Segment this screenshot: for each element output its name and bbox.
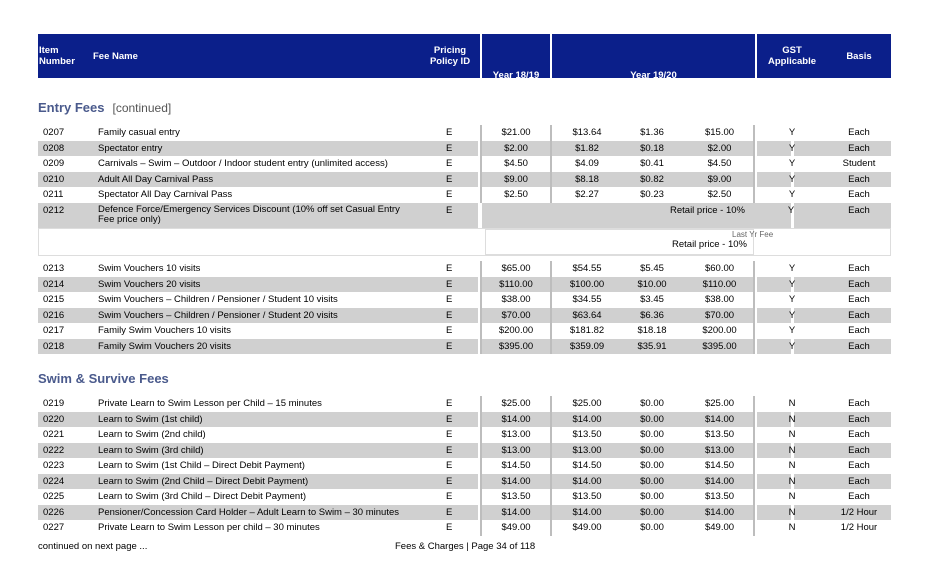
- cell-basis: Each: [848, 460, 870, 471]
- cell-item: 0215: [43, 294, 65, 305]
- cell-fee-name: Family casual entry: [98, 127, 180, 138]
- cell-fee-excl: $359.09: [569, 340, 605, 352]
- last-yr-label: Last Yr Fee: [732, 230, 774, 239]
- cell-gst: $0.00: [640, 491, 664, 502]
- cell-policy: E: [446, 158, 453, 169]
- cell-last-yr-fee: $49.00: [501, 522, 531, 533]
- cell-basis: Each: [848, 278, 870, 290]
- cell-gst-applicable: Y: [788, 189, 796, 200]
- cell-fee-excl: $14.00: [572, 506, 602, 518]
- cell-fee-name: Swim Vouchers – Children / Pensioner / Student 10 visits: [98, 294, 338, 305]
- cell-gst-applicable: N: [788, 491, 796, 502]
- cell-fee-excl: $63.64: [572, 309, 602, 321]
- cell-gst-applicable: Y: [788, 294, 796, 305]
- cell-gst-applicable: Y: [788, 142, 796, 154]
- cell-gst: $35.91: [637, 340, 667, 352]
- cell-policy: E: [446, 522, 453, 533]
- cell-retail: Retail price - 10%: [670, 205, 745, 216]
- cell-fee-excl: $4.09: [575, 158, 599, 169]
- cell-policy: E: [446, 429, 453, 440]
- cell-gst: $0.82: [640, 173, 664, 185]
- cell-basis: Each: [848, 475, 870, 487]
- cell-item: 0210: [43, 173, 65, 185]
- cell-gst-applicable: N: [788, 522, 796, 533]
- cell-fee-name: Carnivals – Swim – Outdoor / Indoor student entry (unlimited access): [98, 158, 388, 169]
- header-year1819: Year 18/19: [492, 70, 540, 81]
- table-row: [38, 308, 891, 323]
- cell-fee-excl: $14.00: [572, 475, 602, 487]
- column-separator: [480, 396, 482, 536]
- cell-basis: Each: [848, 205, 870, 216]
- cell-policy: E: [446, 460, 453, 471]
- cell-total-fee: $15.00: [704, 127, 735, 138]
- cell-basis: Each: [848, 429, 870, 440]
- cell-total-fee: $14.00: [704, 475, 735, 487]
- cell-fee-name: Learn to Swim (1st Child – Direct Debit Payment): [98, 460, 305, 471]
- cell-item: 0213: [43, 263, 65, 274]
- cell-item: 0214: [43, 278, 65, 290]
- cell-gst-applicable: Y: [788, 127, 796, 138]
- cell-fee-name: Swim Vouchers 20 visits: [98, 278, 201, 290]
- cell-fee-excl: $2.27: [575, 189, 599, 200]
- cell-total-fee: $14.50: [704, 460, 735, 471]
- cell-item: 0218: [43, 340, 65, 352]
- cell-gst-applicable: Y: [787, 205, 795, 216]
- cell-policy: E: [446, 127, 453, 138]
- cell-total-fee: $13.00: [704, 444, 735, 456]
- cell-gst: $0.00: [640, 429, 664, 440]
- cell-last-yr-fee: $13.00: [501, 444, 531, 456]
- header-gst-applicable: GST Applicable: [757, 34, 827, 78]
- cell-last-yr-fee: $200.00: [498, 325, 534, 336]
- table-row: [38, 520, 891, 535]
- column-separator: [480, 125, 482, 203]
- cell-last-yr-fee: $65.00: [501, 263, 531, 274]
- column-separator: [753, 396, 755, 536]
- cell-gst: $0.41: [640, 158, 664, 169]
- cell-basis: Each: [848, 294, 870, 305]
- cell-last-yr-fee: $21.00: [501, 127, 531, 138]
- cell-policy: E: [446, 278, 453, 290]
- cell-fee-name: Swim Vouchers – Children / Pensioner / Student 20 visits: [98, 309, 338, 321]
- cell-policy: E: [446, 413, 453, 425]
- cell-item: 0226: [43, 506, 65, 518]
- cell-item: 0222: [43, 444, 65, 456]
- cell-last-yr-fee: $2.00: [504, 142, 528, 154]
- cell-total-fee: $2.50: [707, 189, 732, 200]
- cell-item: 0209: [43, 158, 65, 169]
- cell-gst: $0.18: [640, 142, 664, 154]
- cell-fee-excl: $13.00: [572, 444, 602, 456]
- header-basis: Basis: [827, 34, 891, 78]
- cell-gst: $0.00: [640, 506, 664, 518]
- cell-total-fee: $38.00: [704, 294, 735, 305]
- column-separator: [550, 125, 552, 203]
- cell-last-yr-fee: $25.00: [501, 398, 531, 409]
- cell-last-yr-fee: $14.50: [501, 460, 531, 471]
- cell-last-yr-fee: $13.50: [501, 491, 531, 502]
- cell-last-yr-fee: $4.50: [504, 158, 528, 169]
- cell-gst: $0.00: [640, 444, 664, 456]
- cell-policy: E: [446, 263, 453, 274]
- cell-basis: Each: [848, 444, 870, 456]
- cell-policy: E: [446, 491, 453, 502]
- table-row: [38, 489, 891, 504]
- table-row: [38, 277, 891, 292]
- cell-gst: $0.00: [640, 413, 664, 425]
- header-fee-excl: Fee (excl. GST): [562, 84, 612, 109]
- cell-last-yr-fee: $70.00: [501, 309, 531, 321]
- table-row: [38, 261, 891, 276]
- cell-fee-excl: $25.00: [572, 398, 602, 409]
- cell-item: 0225: [43, 491, 65, 502]
- cell-gst-applicable: Y: [788, 325, 796, 336]
- cell-policy: E: [446, 444, 453, 456]
- cell-policy: E: [446, 189, 453, 200]
- cell-item: 0223: [43, 460, 65, 471]
- cell-gst: $0.00: [640, 460, 664, 471]
- cell-total-fee: $2.00: [707, 142, 732, 154]
- section-continued: [continued]: [112, 101, 172, 115]
- cell-gst: $0.00: [640, 398, 664, 409]
- cell-basis: Each: [848, 142, 870, 154]
- cell-gst-applicable: Y: [788, 158, 796, 169]
- cell-gst: $0.00: [640, 522, 664, 533]
- section-title-entry-fees: Entry Fees [continued]: [38, 100, 172, 115]
- column-separator: [480, 261, 482, 354]
- cell-total-fee: $13.50: [704, 491, 735, 502]
- cell-fee-excl: $14.50: [572, 460, 602, 471]
- cell-fee-name: Pensioner/Concession Card Holder – Adult Learn to Swim – 30 minutes: [98, 506, 399, 518]
- cell-policy: E: [446, 475, 453, 487]
- cell-last-yr-fee: $13.00: [501, 429, 531, 440]
- cell-fee-name: Learn to Swim (3rd child): [98, 444, 204, 456]
- cell-item: 0227: [43, 522, 65, 533]
- header-total-fee: Total Fee (incl. GST): [694, 84, 743, 109]
- cell-fee-name: Learn to Swim (2nd Child – Direct Debit Payment): [98, 475, 309, 487]
- cell-fee-name: Learn to Swim (3rd Child – Direct Debit Payment): [98, 491, 307, 502]
- cell-gst: $10.00: [637, 278, 667, 290]
- table-row: [38, 505, 891, 520]
- cell-gst-applicable: Y: [788, 309, 796, 321]
- cell-policy: E: [446, 398, 453, 409]
- row-0212-note-box: [38, 228, 891, 256]
- header-pricing-policy: Pricing Policy ID: [420, 34, 480, 78]
- cell-fee-excl: $13.50: [572, 429, 602, 440]
- cell-total-fee: $14.00: [704, 506, 735, 518]
- cell-gst-applicable: N: [788, 398, 796, 409]
- cell-item: 0212: [43, 205, 65, 216]
- cell-item: 0211: [43, 189, 64, 200]
- table-row: [38, 203, 891, 228]
- cell-total-fee: $13.50: [704, 429, 735, 440]
- column-separator: [550, 396, 552, 536]
- cell-basis: Student: [842, 158, 876, 169]
- header-item-number: Item Number: [38, 34, 90, 78]
- cell-basis: Each: [848, 127, 870, 138]
- cell-last-yr-fee: $38.00: [501, 294, 531, 305]
- cell-policy: E: [446, 506, 453, 518]
- cell-gst: $1.36: [640, 127, 664, 138]
- cell-fee-name: Spectator All Day Carnival Pass: [98, 189, 233, 200]
- column-separator: [753, 261, 755, 354]
- cell-last-yr-fee: $14.00: [501, 413, 531, 425]
- table-row: [38, 396, 891, 411]
- footer-continued: continued on next page ...: [38, 541, 148, 552]
- cell-fee-name: Learn to Swim (1st child): [98, 413, 203, 425]
- cell-fee-excl: $181.82: [569, 325, 605, 336]
- cell-basis: Each: [848, 189, 870, 200]
- cell-fee-excl: $1.82: [575, 142, 599, 154]
- cell-fee-name: Private Learn to Swim Lesson per child – 30 minutes: [98, 522, 320, 533]
- cell-total-fee: $49.00: [704, 522, 735, 533]
- cell-fee-name: Private Learn to Swim Lesson per Child – 15 minutes: [98, 398, 322, 409]
- cell-fee-name: Defence Force/Emergency Services Discount (10% off set Casual Entry Fee price only): [98, 204, 400, 225]
- cell-basis: 1/2 Hour: [840, 522, 878, 533]
- table-row: [38, 187, 891, 202]
- header-year1920: Year 19/20: [630, 70, 677, 81]
- cell-basis: Each: [848, 491, 870, 502]
- cell-gst-applicable: N: [788, 475, 796, 487]
- last-yr-value: Retail price - 10%: [672, 239, 747, 250]
- cell-item: 0216: [43, 309, 65, 321]
- cell-fee-excl: $34.55: [572, 294, 602, 305]
- table-row: [38, 156, 891, 171]
- cell-basis: Each: [848, 325, 870, 336]
- cell-total-fee: $395.00: [702, 340, 737, 352]
- cell-fee-excl: $14.00: [572, 413, 602, 425]
- cell-policy: E: [446, 309, 453, 321]
- cell-item: 0219: [43, 398, 65, 409]
- cell-gst: $18.18: [637, 325, 667, 336]
- cell-policy: E: [446, 340, 453, 352]
- table-row: [38, 125, 891, 140]
- cell-basis: Each: [848, 398, 870, 409]
- cell-last-yr-fee: $14.00: [501, 475, 531, 487]
- cell-last-yr-fee: $9.00: [504, 173, 528, 185]
- cell-fee-name: Adult All Day Carnival Pass: [98, 173, 214, 185]
- cell-item: 0207: [43, 127, 65, 138]
- cell-fee-name: Swim Vouchers 10 visits: [98, 263, 201, 274]
- cell-gst-applicable: Y: [788, 278, 796, 290]
- cell-basis: Each: [848, 340, 870, 352]
- cell-gst-applicable: Y: [788, 173, 796, 185]
- cell-basis: Each: [848, 413, 870, 425]
- cell-fee-excl: $54.55: [572, 263, 602, 274]
- cell-gst: $0.23: [640, 189, 664, 200]
- cell-fee-excl: $13.50: [572, 491, 602, 502]
- table-row: [38, 339, 891, 354]
- cell-last-yr-fee: $110.00: [499, 278, 533, 290]
- cell-fee-excl: $8.18: [575, 173, 599, 185]
- cell-fee-name: Family Swim Vouchers 10 visits: [98, 325, 232, 336]
- cell-item: 0217: [43, 325, 65, 336]
- cell-basis: 1/2 Hour: [840, 506, 878, 518]
- table-row: [38, 458, 891, 473]
- footer-page-number: Fees & Charges | Page 34 of 118: [395, 541, 536, 552]
- header-fee-name: Fee Name: [89, 34, 420, 78]
- header-last-yr-fee: Last Yr Fee (incl. GST): [490, 86, 542, 111]
- cell-fee-excl: $100.00: [569, 278, 605, 290]
- cell-fee-name: Learn to Swim (2nd child): [98, 429, 206, 440]
- cell-gst: $5.45: [640, 263, 664, 274]
- table-row: [38, 443, 891, 458]
- cell-fee-excl: $13.64: [572, 127, 602, 138]
- cell-total-fee: $25.00: [704, 398, 735, 409]
- cell-basis: Each: [848, 263, 870, 274]
- table-row: [38, 412, 891, 427]
- cell-item: 0220: [43, 413, 65, 425]
- cell-item: 0224: [43, 475, 65, 487]
- cell-fee-excl: $49.00: [572, 522, 602, 533]
- cell-policy: E: [446, 205, 453, 216]
- table-row: [38, 141, 891, 156]
- cell-total-fee: $14.00: [704, 413, 735, 425]
- cell-gst-applicable: N: [788, 444, 796, 456]
- cell-last-yr-fee: $2.50: [504, 189, 528, 200]
- cell-gst: $0.00: [640, 475, 664, 487]
- table-row: [38, 427, 891, 442]
- table-row: [38, 323, 891, 338]
- cell-policy: E: [446, 294, 453, 305]
- cell-fee-name: Family Swim Vouchers 20 visits: [98, 340, 232, 352]
- cell-total-fee: $60.00: [704, 263, 735, 274]
- cell-item: 0221: [43, 429, 65, 440]
- cell-gst-applicable: N: [788, 506, 796, 518]
- table-row: [38, 292, 891, 307]
- section-title-swim-survive: Swim & Survive Fees: [38, 371, 169, 386]
- cell-gst-applicable: N: [788, 429, 796, 440]
- cell-basis: Each: [848, 173, 870, 185]
- cell-total-fee: $70.00: [704, 309, 735, 321]
- cell-policy: E: [446, 142, 453, 154]
- cell-policy: E: [446, 325, 453, 336]
- cell-last-yr-fee: $14.00: [501, 506, 531, 518]
- cell-policy: E: [446, 173, 453, 185]
- cell-total-fee: $4.50: [707, 158, 732, 169]
- cell-gst: $6.36: [640, 309, 664, 321]
- cell-gst-applicable: Y: [788, 263, 796, 274]
- cell-gst: $3.45: [640, 294, 664, 305]
- table-row: [38, 474, 891, 489]
- cell-gst-applicable: N: [788, 413, 796, 425]
- header-gst: GST: [642, 83, 662, 94]
- cell-total-fee: $200.00: [702, 325, 737, 336]
- cell-total-fee: $110.00: [702, 278, 737, 290]
- cell-gst-applicable: Y: [788, 340, 796, 352]
- table-row: [38, 172, 891, 187]
- cell-fee-name: Spectator entry: [98, 142, 163, 154]
- cell-total-fee: $9.00: [707, 173, 732, 185]
- column-separator: [550, 261, 552, 354]
- cell-item: 0208: [43, 142, 65, 154]
- cell-basis: Each: [848, 309, 870, 321]
- cell-last-yr-fee: $395.00: [498, 340, 534, 352]
- cell-gst-applicable: N: [788, 460, 796, 471]
- column-separator: [753, 125, 755, 203]
